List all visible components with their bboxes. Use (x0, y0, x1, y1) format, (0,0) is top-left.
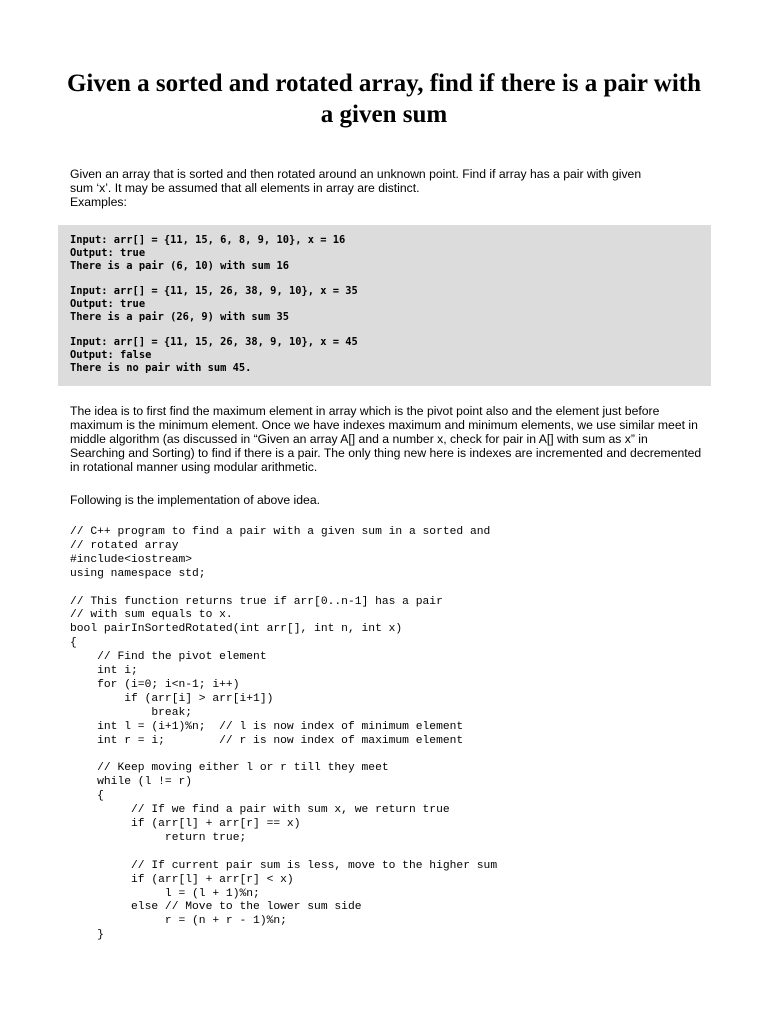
intro-line: sum ‘x’. It may be assumed that all elements in array are distinct. (70, 181, 420, 196)
code-listing: // C++ program to find a pair with a given sum in a sorted and // rotated array #include<iostream> using namespace std; // This function returns true if arr[0..n-1] has a pair // with sum equals to x. bool pairInSortedRotated(int arr[], int n, int x) { // Find the pivot element int i; for (i=0; i<n-1; i++) if (arr[i] > arr[i+1]) break; int l = (i+1)%n; // l is now index of minimum element int r = i; // r is now index of maximum element // Keep moving either l or r till they meet while (l != r) { // If we find a pair with sum x, we return true if (arr[l] + arr[r] == x) return true; // If current pair sum is less, move to the higher sum if (arr[l] + arr[r] < x) l = (l + 1)%n; else // Move to the lower sum side r = (n + r - 1)%n; } (70, 526, 498, 942)
implementation-intro: Following is the implementation of above idea. (70, 493, 320, 507)
intro-line: Given an array that is sorted and then rotated around an unknown point. Find if array has a pair with given (70, 167, 642, 181)
page-title: Given a sorted and rotated array, find if there is a pair with a given sum (66, 70, 702, 128)
explanation-paragraph: The idea is to first find the maximum element in array which is the pivot point also and the element just before maximum is the minimum element. Once we have indexes maximum and minimum elements, we use similar meet in middle algorithm (as discussed in “Given an array A[] and a number x, check for pair in A[] with sum as x” in Searching and Sorting) to find if there is a pair. The only thing new here is indexes are incremented and decremented in rotational manner using modular arithmetic. (70, 404, 702, 474)
examples-code-box (58, 225, 711, 386)
examples-heading: Examples: (70, 195, 127, 210)
intro-section (70, 167, 710, 210)
examples-text: Input: arr[] = {11, 15, 6, 8, 9, 10}, x = 16 Output: true There is a pair (6, 10) with sum 16 Input: arr[] = {11, 15, 26, 38, 9, 10}, x = 35 Output: true There is a pair (26, 9) with sum 35 Input: arr[] = {11, 15, 26, 38, 9, 10}, x = 45 Output: false There is no pair with sum 45. (70, 234, 358, 374)
